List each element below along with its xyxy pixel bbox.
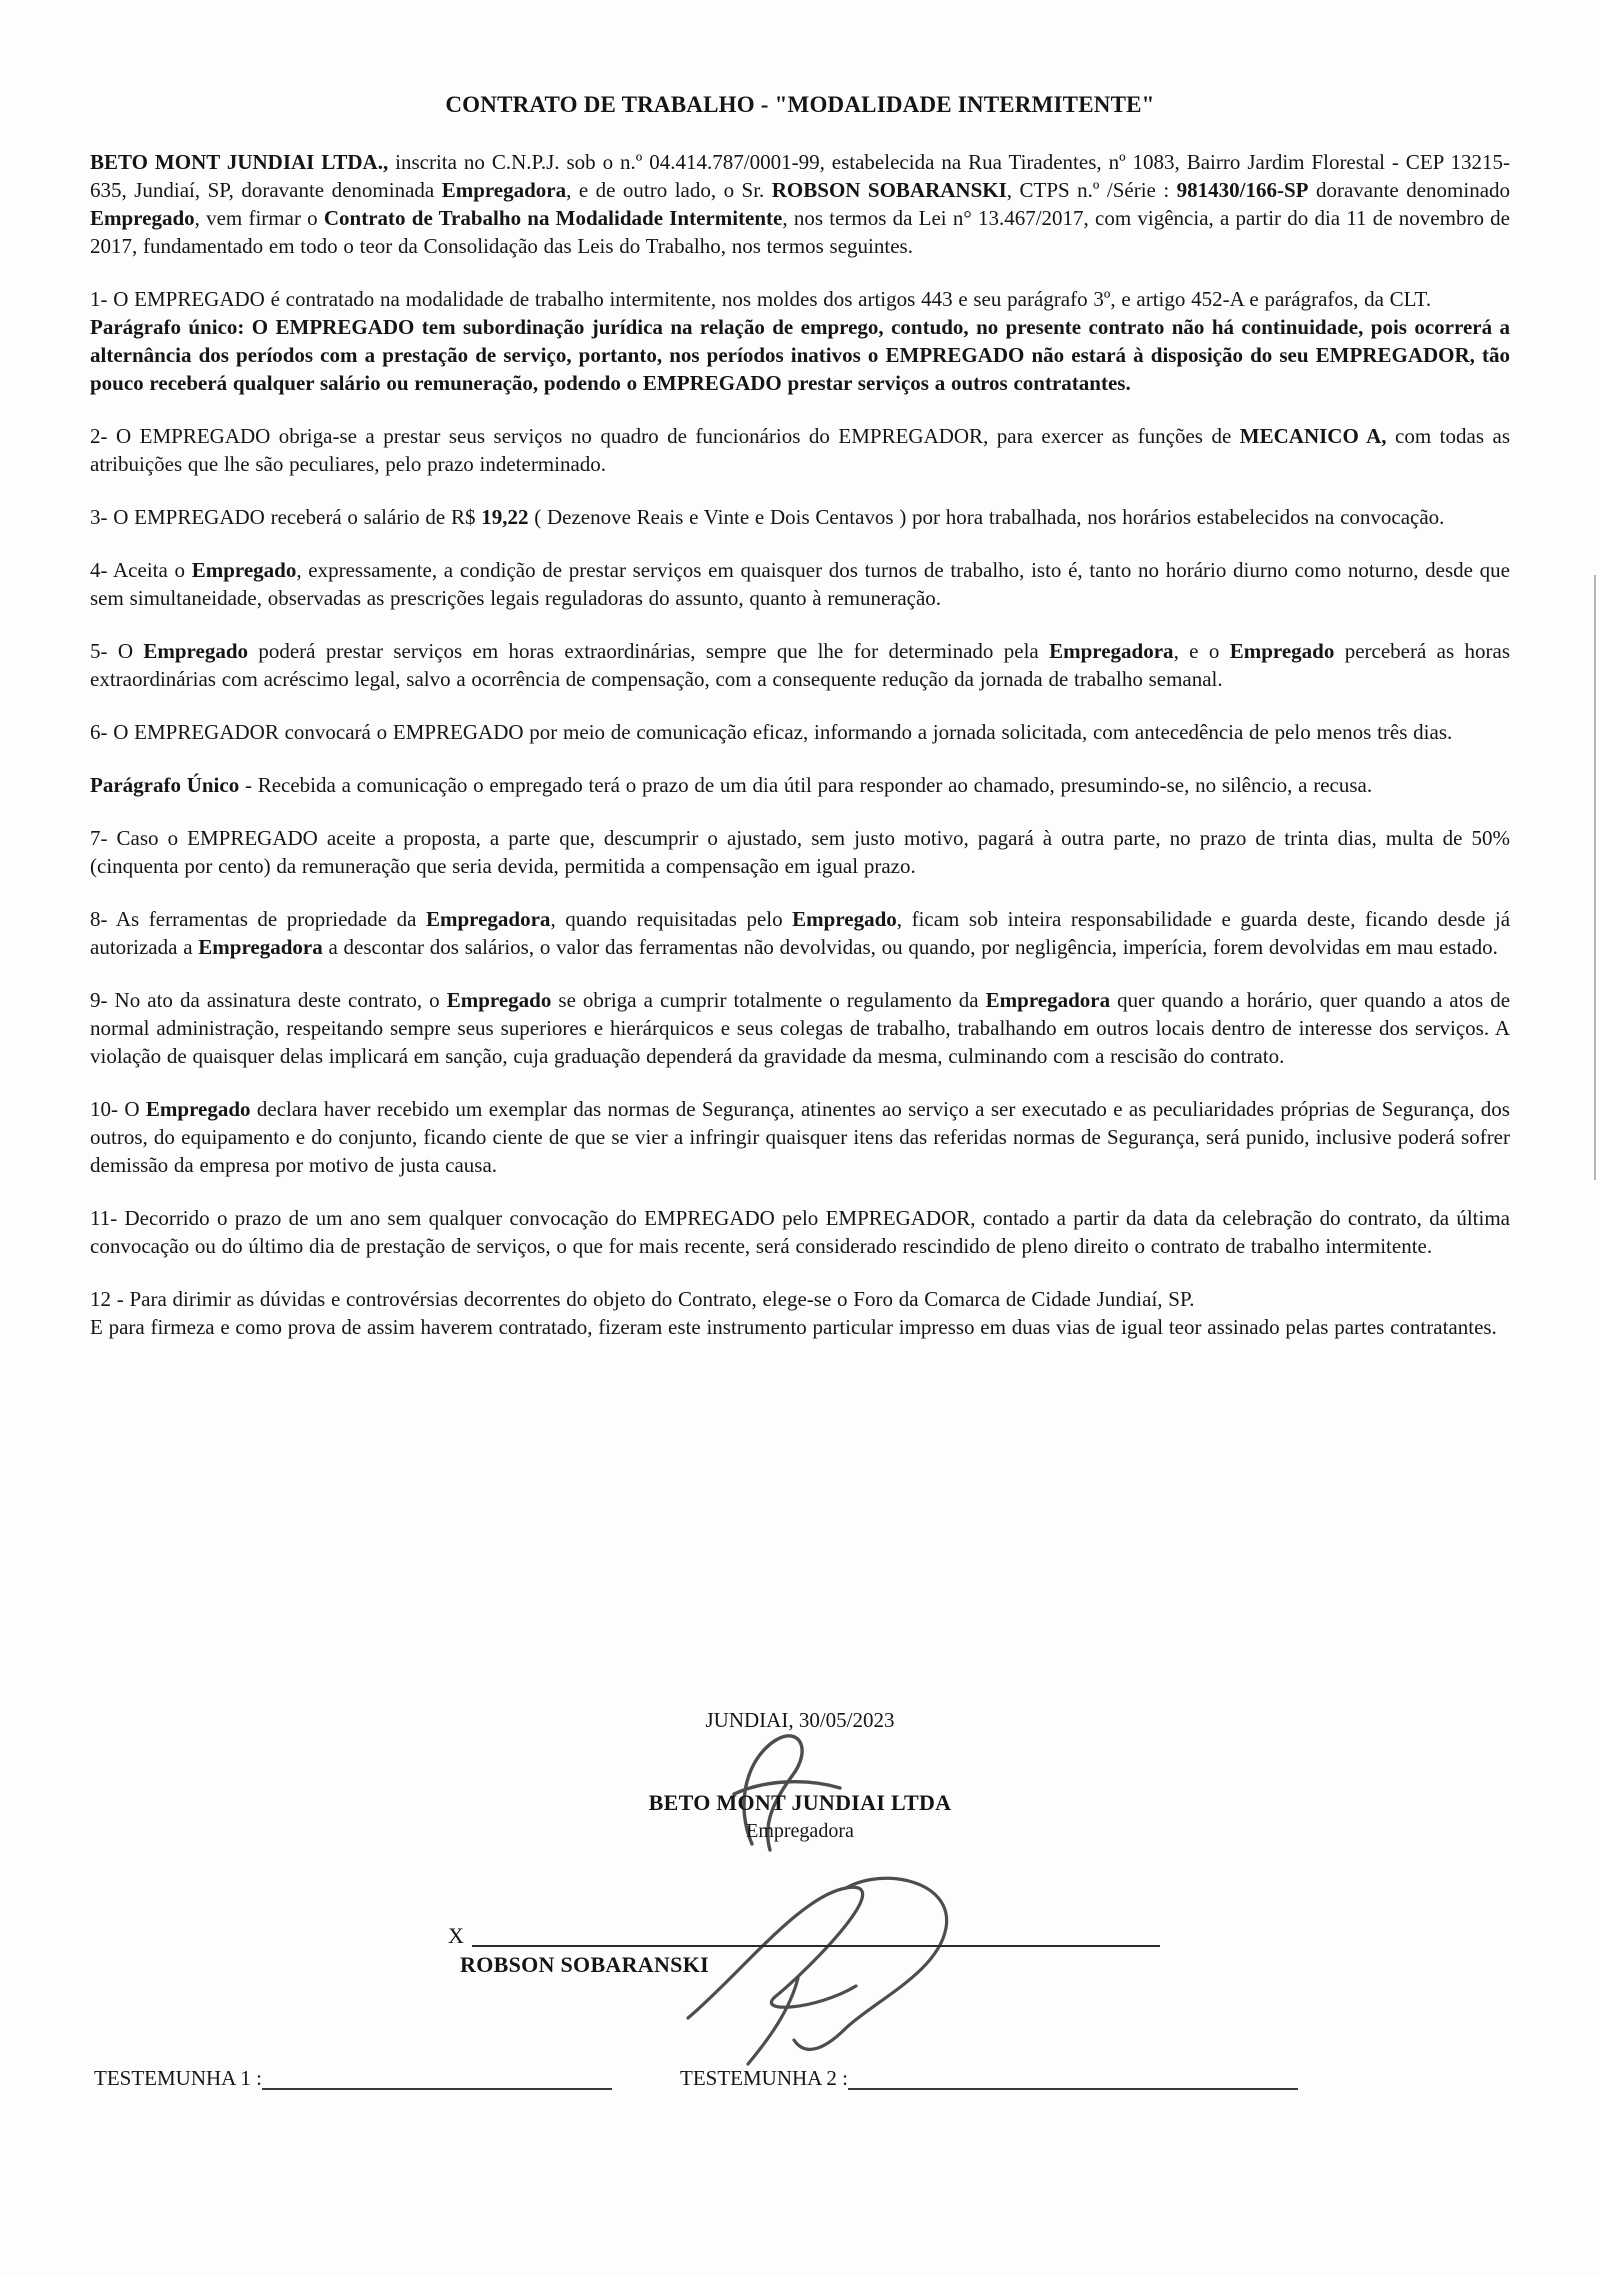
contract-paragraph: 5- O Empregado poderá prestar serviços em horas extraordinárias, sempre que lhe for determinado pela Empregadora, e o Empregado perceberá as horas extraordinárias com acréscimo legal, salvo a ocorrência de compensação, com a consequente redução da jornada de trabalho semanal. [90, 639, 1510, 691]
signature-rule [472, 1903, 1160, 1947]
contract-content [90, 92, 1510, 1341]
contract-paragraph: Parágrafo único: O EMPREGADO tem subordinação jurídica na relação de emprego, contudo, no presente contrato não há continuidade, pois ocorrerá a alternância dos períodos com a prestação de serviço, portanto, nos períodos inativos o EMPREGADO não estará à disposição do seu EMPREGADOR, tão pouco receberá qualquer salário ou remuneração, podendo o EMPREGADO prestar serviços a outros contratantes. [90, 315, 1510, 395]
witness-2-line [848, 2058, 1298, 2090]
contract-paragraph: 10- O Empregado declara haver recebido um exemplar das normas de Segurança, atinentes ao serviço a ser executado e as peculiaridades próprias de Segurança, dos outros, do equipamento e do conjunto, ficando ciente de que se vier a infringir quaisquer itens das referidas normas de Segurança, será punido, inclusive poderá sofrer demissão da empresa por motivo de justa causa. [90, 1097, 1510, 1177]
contract-paragraph: 4- Aceita o Empregado, expressamente, a condição de prestar serviços em quaisquer dos turnos de trabalho, isto é, tanto no horário diurno como noturno, desde que sem simultaneidade, observadas as prescrições legais reguladoras do assunto, quanto à remuneração. [90, 558, 1510, 610]
contract-paragraph: Parágrafo Único - Recebida a comunicação o empregado terá o prazo de um dia útil para responder ao chamado, presumindo-se, no silêncio, a recusa. [90, 773, 1373, 797]
witness-2-label: TESTEMUNHA 2 : [680, 2066, 848, 2090]
contract-paragraph: 12 - Para dirimir as dúvidas e controvérsias decorrentes do objeto do Contrato, elege-se o Foro da Comarca de Cidade Jundiaí, SP. [90, 1287, 1195, 1311]
contract-paragraph: 2- O EMPREGADO obriga-se a prestar seus serviços no quadro de funcionários do EMPREGADOR, para exercer as funções de MECANICO A, com todas as atribuições que lhe são peculiares, pelo prazo indeterminado. [90, 424, 1510, 476]
contract-body [90, 148, 1510, 1341]
witness-1-block [94, 2060, 634, 2090]
date-place-line: JUNDIAI, 30/05/2023 [705, 1708, 895, 1732]
contract-paragraph: 3- O EMPREGADO receberá o salário de R$ 19,22 ( Dezenove Reais e Vinte e Dois Centavos ) por hora trabalhada, nos horários estabelecidos na convocação. [90, 505, 1445, 529]
contract-paragraph: E para firmeza e como prova de assim haverem contratado, fizeram este instrumento particular impresso em duas vias de igual teor assinado pelas partes contratantes. [90, 1315, 1497, 1339]
contract-paragraph: 1- O EMPREGADO é contratado na modalidade de trabalho intermitente, nos moldes dos artigos 443 e seu parágrafo 3º, e artigo 452-A e parágrafos, da CLT. [90, 287, 1432, 311]
witness-1-line [262, 2058, 612, 2090]
contract-paragraph: 9- No ato da assinatura deste contrato, o Empregado se obriga a cumprir totalmente o regulamento da Empregadora quer quando a horário, quer quando a atos de normal administração, respeitando sempre seus superiores e hierárquicos e seus colegas de trabalho, trabalhando em outros locais dentro de interesse dos serviços. A violação de quaisquer delas implicará em sanção, cuja graduação dependerá da gravidade da mesma, culminando com a rescisão do contrato. [90, 988, 1511, 1068]
scan-artifact-line [1594, 575, 1596, 1180]
contract-paragraph: 7- Caso o EMPREGADO aceite a proposta, a parte que, descumprir o ajustado, sem justo motivo, pagará à outra parte, no prazo de trinta dias, multa de 50% (cinquenta por cento) da remuneração que seria devida, permitida a compensação em igual prazo. [90, 826, 1510, 878]
signature-x-mark: X [448, 1923, 464, 1948]
employee-signature-line [448, 1905, 1160, 1947]
contract-title: CONTRATO DE TRABALHO - "MODALIDADE INTERMITENTE" [445, 92, 1155, 117]
employer-name: BETO MONT JUNDIAI LTDA [648, 1790, 952, 1815]
witness-1-label: TESTEMUNHA 1 : [94, 2066, 262, 2090]
contract-paragraph: BETO MONT JUNDIAI LTDA., inscrita no C.N.P.J. sob o n.º 04.414.787/0001-99, estabelecida na Rua Tiradentes, nº 1083, Bairro Jardim Florestal - CEP 13215-635, Jundiaí, SP, doravante denominada Empregadora, e de outro lado, o Sr. ROBSON SOBARANSKI, CTPS n.º /Série : 981430/166-SP doravante denominado Empregado, vem firmar o Contrato de Trabalho na Modalidade Intermitente, nos termos da Lei n° 13.467/2017, com vigência, a partir do dia 11 de novembro de 2017, fundamentado em todo o teor da Consolidação das Leis do Trabalho, nos termos seguintes. [90, 150, 1511, 258]
contract-paragraph: 8- As ferramentas de propriedade da Empregadora, quando requisitadas pelo Empregado, ficam sob inteira responsabilidade e guarda deste, ficando desde já autorizada a Empregadora a descontar dos salários, o valor das ferramentas não devolvidas, ou quando, por negligência, imperícia, forem devolvidas em mau estado. [90, 907, 1511, 959]
witness-2-block [680, 2060, 1350, 2090]
employer-role-label: Empregadora [746, 1820, 854, 1842]
contract-paragraph: 6- O EMPREGADOR convocará o EMPREGADO por meio de comunicação eficaz, informando a jornada solicitada, com antecedência de pelo menos três dias. [90, 720, 1453, 744]
employee-name: ROBSON SOBARANSKI [460, 1952, 709, 1977]
contract-paragraph: 11- Decorrido o prazo de um ano sem qualquer convocação do EMPREGADO pelo EMPREGADOR, contado a partir da data da celebração do contrato, da última convocação ou do último dia de prestação de serviços, o que for mais recente, será considerado rescindido de pleno direito o contrato de trabalho intermitente. [90, 1206, 1510, 1258]
